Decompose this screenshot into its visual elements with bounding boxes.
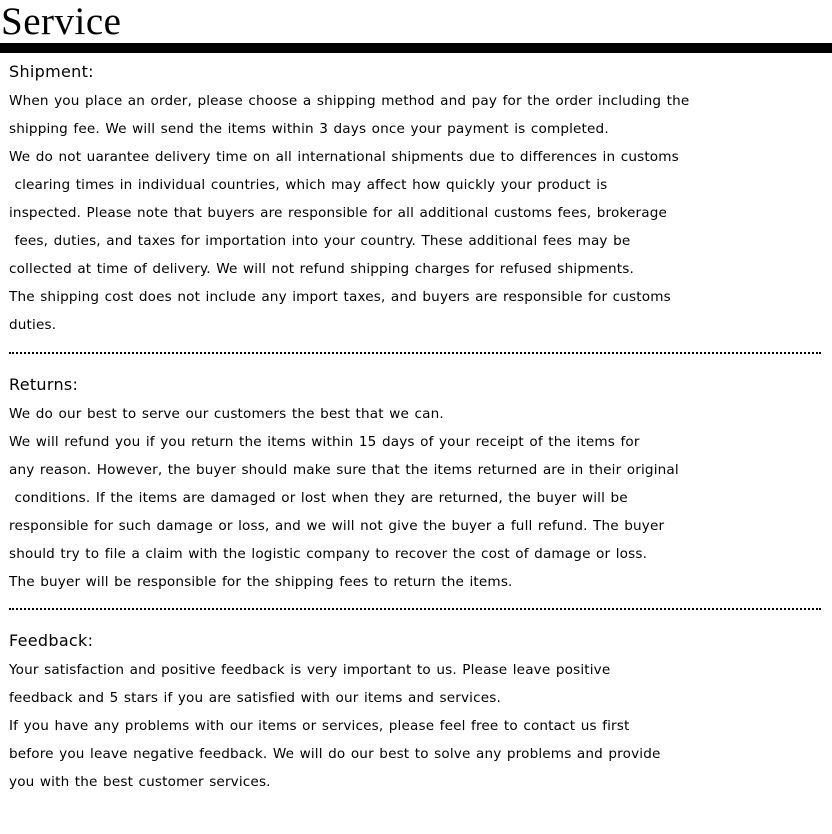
feedback-text-line: Your satisfaction and positive feedback is very important to us. Please leave positive [9,662,611,678]
returns-text-line: conditions. If the items are damaged or lost when they are returned, the buyer will be [9,490,628,506]
section-divider [9,352,821,354]
title-underline-bar [0,43,832,53]
feedback-heading: Feedback: [9,631,94,650]
shipment-text-line: The shipping cost does not include any import taxes, and buyers are responsible for customs [9,289,671,305]
shipment-heading: Shipment: [9,62,94,81]
returns-text-line: responsible for such damage or loss, and we will not give the buyer a full refund. The buyer [9,518,665,534]
shipment-section [9,61,821,339]
shipment-text-line: collected at time of delivery. We will not refund shipping charges for refused shipments. [9,261,634,277]
section-divider [9,608,821,610]
shipment-text-line: We do not uarantee delivery time on all international shipments due to differences in customs [9,149,679,165]
shipment-text-line: shipping fee. We will send the items within 3 days once your payment is completed. [9,121,609,137]
page-title: Service [1,0,122,43]
returns-section [9,374,821,596]
shipment-text-line: When you place an order, please choose a shipping method and pay for the order including the [9,93,690,109]
returns-text-line: should try to file a claim with the logistic company to recover the cost of damage or loss. [9,546,648,562]
shipment-text-line: duties. [9,317,57,333]
feedback-text-line: feedback and 5 stars if you are satisfied with our items and services. [9,690,501,706]
feedback-text-line: If you have any problems with our items or services, please feel free to contact us first [9,718,630,734]
shipment-text-line: clearing times in individual countries, which may affect how quickly your product is [9,177,608,193]
shipment-text-line: inspected. Please note that buyers are responsible for all additional customs fees, brokerage [9,205,668,221]
returns-heading: Returns: [9,375,79,394]
feedback-text-line: you with the best customer services. [9,774,271,790]
feedback-section [9,630,821,796]
shipment-text-line: fees, duties, and taxes for importation into your country. These additional fees may be [9,233,631,249]
returns-text-line: We will refund you if you return the items within 15 days of your receipt of the items for [9,434,640,450]
returns-text-line: any reason. However, the buyer should make sure that the items returned are in their original [9,462,679,478]
returns-text-line: We do our best to serve our customers the best that we can. [9,406,444,422]
feedback-text-line: before you leave negative feedback. We will do our best to solve any problems and provide [9,746,661,762]
returns-text-line: The buyer will be responsible for the shipping fees to return the items. [9,574,513,590]
